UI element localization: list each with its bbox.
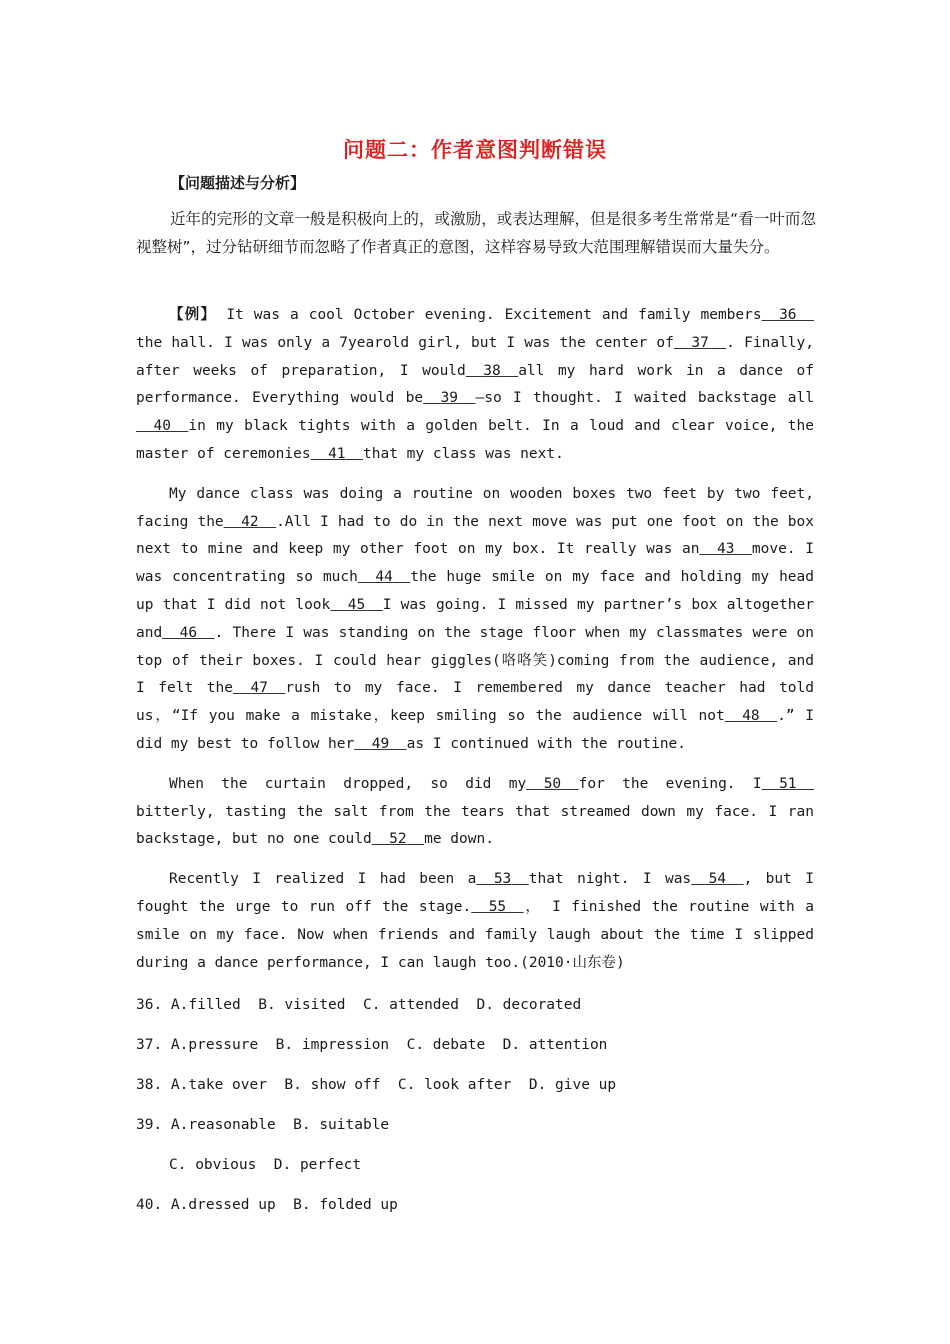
option-line-36: 36. A.filled B. visited C. attended D. decorated — [136, 997, 582, 1013]
blank-39: 39 — [440, 390, 459, 407]
blank-51: 51 — [779, 775, 797, 792]
text-run: , but I fought the urge to run off the stage. — [136, 871, 815, 915]
text-run: for the evening. I — [578, 775, 762, 792]
passage-paragraph-3 — [136, 771, 814, 854]
text-run: in my black tights with a golden belt. In a loud and clear voice, the master of ceremonies — [136, 418, 814, 462]
text-run: I was going. I missed my partner’s box altogether and — [136, 596, 814, 641]
passage-paragraph-4 — [136, 866, 814, 977]
example-label: 【例】 — [169, 307, 217, 323]
cloze-passage — [136, 302, 814, 989]
text-run: ， I finished the routine with a smile on my face. Now when friends and family laugh about the time I slipped during a dance performance, I can laugh too.(2010·山东卷) — [136, 898, 814, 971]
text-run: me down. — [424, 831, 494, 848]
option-line-40: 40. A.dressed up B. folded up — [136, 1197, 398, 1213]
blank-53: 53 — [493, 871, 512, 888]
text-run: . There I was standing on the stage floor when my classmates were on top of their boxes. I could hear giggles(咯咯笑)coming from the audience, and I felt the — [136, 624, 814, 697]
text-run: as I continued with the routine. — [406, 735, 687, 752]
blank-46: 46 — [179, 624, 198, 641]
blank-47: 47 — [250, 680, 268, 697]
passage-paragraph-2 — [136, 481, 814, 759]
blank-37: 37 — [691, 334, 709, 351]
text-run: the huge smile on my face and holding my head up that I did not look — [136, 569, 814, 613]
passage-paragraph-1 — [136, 302, 814, 469]
blank-40: 40 — [153, 418, 171, 435]
page-title: 问题二：作者意图判断错误 — [343, 138, 607, 162]
blank-50: 50 — [543, 775, 562, 792]
option-line-38: 38. A.take over B. show off C. look after D. give up — [136, 1077, 617, 1093]
blank-54: 54 — [708, 871, 727, 888]
section-label: 【问题描述与分析】 — [170, 174, 306, 192]
blank-44: 44 — [375, 569, 393, 586]
text-run: . Finally, after weeks of preparation, I would — [136, 334, 814, 379]
blank-42: 42 — [241, 513, 259, 530]
blank-38: 38 — [483, 362, 501, 379]
option-line-39: 39. A.reasonable B. suitable — [136, 1117, 390, 1133]
answer-options — [136, 990, 616, 1230]
blank-48: 48 — [742, 708, 760, 725]
text-run: —so I thought. I waited backstage all — [475, 390, 814, 407]
option-line-37: 37. A.pressure B. impression C. debate D. attention — [136, 1037, 608, 1053]
text-run: Recently I realized I had been a — [169, 871, 477, 888]
text-run: all my hard work in a dance of performance. Everything would be — [136, 362, 814, 407]
text-run: the hall. I was only a 7yearold girl, but I was the center of — [136, 334, 674, 351]
text-run: It was a cool October evening. Excitement and family members — [216, 307, 762, 323]
blank-43: 43 — [716, 541, 735, 558]
blank-55: 55 — [488, 898, 507, 915]
text-run: My dance class was doing a routine on wooden boxes two feet by two feet, facing the — [136, 485, 814, 530]
blank-52: 52 — [389, 831, 407, 848]
blank-45: 45 — [347, 596, 366, 613]
intro-paragraph: 近年的完形的文章一般是积极向上的，或激励，或表达理解，但是很多考生常常是“看一叶而忽视整树”，过分钻研细节而忽略了作者真正的意图，这样容易导致大范围理解错误而大量失分。 — [136, 210, 816, 256]
option-line-39-cont: C. obvious D. perfect — [169, 1157, 362, 1173]
blank-36: 36 — [779, 307, 797, 323]
text-run: that night. I was — [528, 871, 692, 888]
blank-49: 49 — [371, 735, 390, 752]
text-run: move. I was concentrating so much — [136, 541, 814, 586]
text-run: .All I had to do in the next move was put one foot on the box next to mine and keep my other foot on my box. It really was an — [136, 513, 814, 558]
text-run: bitterly, tasting the salt from the tears that streamed down my face. I ran backstage, but no one could — [136, 803, 814, 848]
text-run: rush to my face. I remembered my dance teacher had told us，“If you make a mistake，keep smiling so the audience will not — [136, 680, 814, 725]
blank-41: 41 — [328, 445, 346, 462]
text-run: .” I did my best to follow her — [136, 708, 815, 752]
text-run: that my class was next. — [363, 445, 564, 462]
text-run: When the curtain dropped, so did my — [169, 775, 527, 792]
